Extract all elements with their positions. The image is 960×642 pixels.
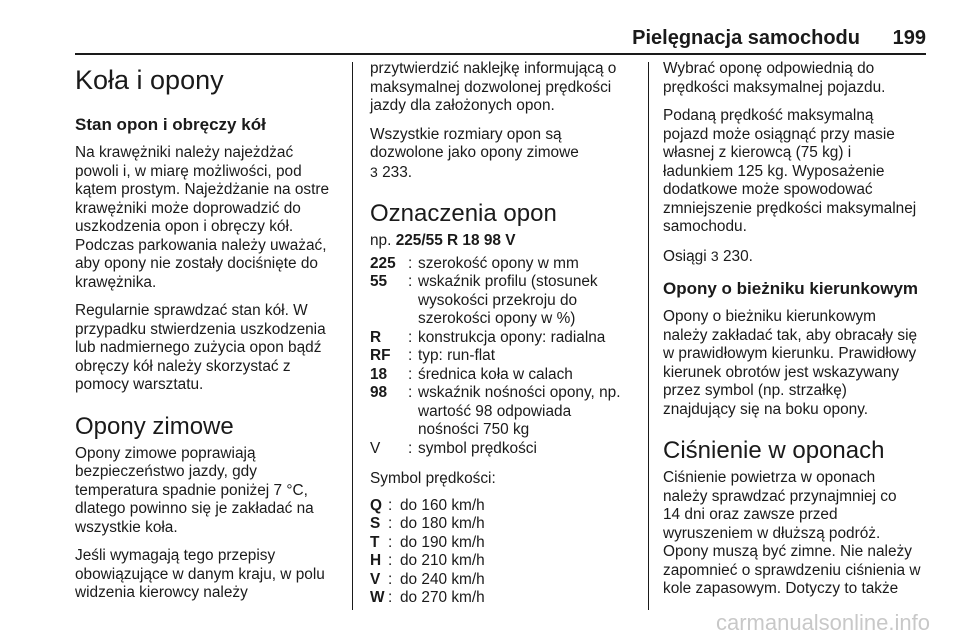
section-heading: Opony zimowe	[75, 412, 234, 440]
header-title: Pielęgnacja samochodu	[632, 27, 860, 49]
speed-table	[370, 497, 640, 608]
paragraph: Osiągi 3 230.	[663, 247, 753, 265]
section-heading: Oznaczenia opon	[370, 200, 557, 227]
paragraph: Wybrać oponę odpowiednią do prędkości maksymalnej pojazdu.	[663, 60, 886, 96]
speed-row: H : do 210 km/h	[370, 552, 485, 569]
definition-row: 98 : wskaźnik nośności opony, np. wartość 98 odpowiada nośności 750 kg	[370, 384, 621, 438]
column-2	[370, 60, 640, 608]
page-number: 199	[892, 27, 926, 49]
column-divider-1	[352, 62, 353, 610]
speed-row: T : do 190 km/h	[370, 533, 485, 551]
subsection-heading: Stan opon i obręczy kół	[75, 115, 266, 134]
paragraph: Podaną prędkość maksymalną pojazd może osiągnąć przy masie własnej z kierowcą (75 kg) i ładunkiem 125 kg. Wyposażenie dodatkowe może spowodować zmniejszenie prędkości maksymalnej samochodu.	[663, 107, 917, 235]
section-title: Koła i opony	[75, 65, 224, 95]
definition-row: V : symbol prędkości	[370, 439, 537, 457]
page-header	[75, 27, 926, 53]
definition-row: 18 : średnica koła w calach	[370, 365, 573, 383]
column-1	[75, 60, 343, 613]
example-line: np. 225/55 R 18 98 V	[370, 232, 516, 249]
speed-row: S : do 180 km/h	[370, 515, 485, 532]
paragraph: Ciśnienie powietrza w oponach należy sprawdzać przynajmniej co 14 dni oraz zawsze przed wyruszeniem w dłuższą podróż. Opony muszą być zimne. Nie należy zapomnieć o sprawdzeniu ciśnienia w kole zapasowym. Dotyczy to także	[663, 469, 921, 597]
speed-row: W : do 270 km/h	[370, 589, 485, 606]
paragraph: Opony o bieżniku kierunkowym należy zakładać tak, aby obracały się w prawidłowym kierunku. Prawidłowy kierunek obrotów jest wskazywany przez symbol (np. strzałkę) znajdujący się na boku opony.	[663, 308, 918, 418]
subsection-heading: Opony o bieżniku kierunkowym	[663, 279, 919, 298]
paragraph: przytwierdzić naklejkę informującą o maksymalnej dozwolonej prędkości jazdy dla założonych opon.	[370, 60, 617, 114]
definition-row: RF : typ: run-flat	[370, 347, 495, 364]
watermark: carmanualsonline.info	[715, 610, 930, 635]
definition-row: 55 : wskaźnik profilu (stosunek wysokości przekroju do szerokości opony w %)	[370, 273, 598, 327]
column-divider-2	[648, 62, 649, 610]
cross-reference-icon: 3	[370, 163, 378, 180]
cross-reference-icon: 3	[710, 247, 719, 264]
speed-row: V : do 240 km/h	[370, 570, 485, 588]
paragraph: Na krawężniki należy najeżdżać powoli i, w miarę możliwości, pod kątem prostym. Najeżdżanie na ostre krawężniki może doprowadzić do uszkodzenia opon i obręczy kół. Podczas parkowania należy uważać, aby opony nie zostały dociśnięte do krawężnika.	[75, 144, 330, 291]
paragraph: Wszystkie rozmiary opon są dozwolone jako opony zimowe 3 233.	[370, 125, 579, 181]
definition-row: 225 : szerokość opony w mm	[370, 254, 579, 272]
cross-reference-link[interactable]: 230.	[722, 247, 753, 265]
paragraph: Jeśli wymagają tego przepisy obowiązujące w danym kraju, w polu widzenia kierowcy należy	[75, 547, 325, 601]
paragraph: Opony zimowe poprawiają bezpieczeństwo jazdy, gdy temperatura spadnie poniżej 7 °C, dlatego powinno się je zakładać na wszystkie koła.	[75, 444, 314, 536]
paragraph: Regularnie sprawdzać stan kół. W przypadku stwierdzenia uszkodzenia lub nadmiernego zużycia opon bądź obręczy kół należy skorzystać z pomocy warsztatu.	[75, 302, 326, 393]
cross-reference-link[interactable]: 233.	[382, 163, 413, 181]
column-3	[663, 60, 931, 609]
header-rule	[75, 53, 926, 55]
example-code: 225/55 R 18 98 V	[395, 232, 516, 249]
definition-table	[370, 255, 640, 459]
definition-row: R : konstrukcja opony: radialna	[370, 328, 606, 346]
speed-symbol-label: Symbol prędkości:	[370, 470, 496, 487]
section-heading: Ciśnienie w oponach	[663, 437, 885, 464]
speed-row: Q : do 160 km/h	[370, 496, 485, 514]
